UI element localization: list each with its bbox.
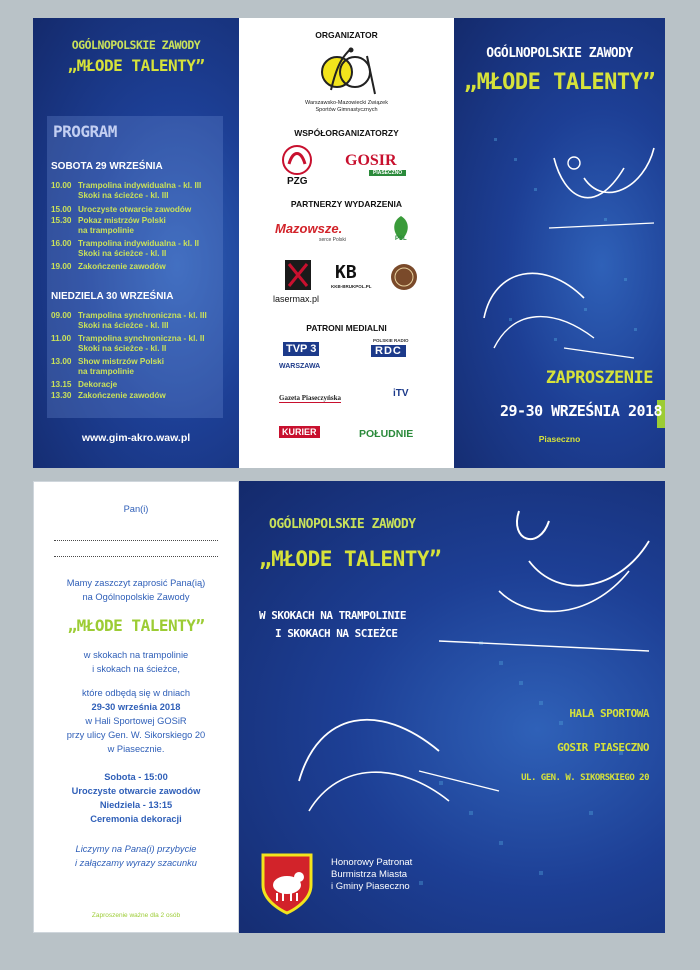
invite-date: 29-30 września 2018 <box>91 702 181 712</box>
card-subtitle-line2: I SKOKACH NA SCIEŻCE <box>275 627 398 640</box>
rdc-logo: RDC <box>371 345 406 357</box>
coorganizers-heading: WSPÓŁORGANIZATORZY <box>294 128 399 138</box>
venue-line2: GOSIR PIASECZNO <box>557 741 649 754</box>
lasermax-label: lasermax.pl <box>273 294 320 304</box>
card-title-line2: „MŁODE TALENTY” <box>259 547 442 571</box>
invite-line: które odbędą się w dniach <box>81 688 191 698</box>
event-title-line1: OGÓLNOPOLSKIE ZAWODY <box>71 38 201 52</box>
wmzsg-logo <box>317 46 379 100</box>
cover-title-line1: OGÓLNOPOLSKIE ZAWODY <box>486 46 633 61</box>
card-subtitle-line1: W SKOKACH NA TRAMPOLINIE <box>259 609 406 622</box>
schedule-line: Niedziela - 13:15 <box>99 800 173 810</box>
poludnie-logo: POŁUDNIE <box>359 428 414 440</box>
gosir-logo: GOSIR <box>345 152 397 169</box>
program-heading: PROGRAM <box>53 122 117 141</box>
salutation: Pan(i) <box>123 504 149 514</box>
list-item: 13.30 Zakończenie zawodów <box>51 391 166 400</box>
name-line[interactable] <box>54 540 218 541</box>
list-item: 09.00 Trampolina synchroniczna - kl. III Skoki na ścieżce - kl. III <box>51 311 207 330</box>
event-city: Piaseczno <box>538 434 581 444</box>
schedule-line: Sobota - 15:00 <box>104 772 168 782</box>
gosir-sub: PIASECZNO <box>369 170 406 176</box>
piaseczno-coat-of-arms-icon <box>259 851 315 915</box>
website-link[interactable]: www.gim-akro.waw.pl <box>81 432 191 444</box>
invitation-cover-panel <box>239 481 665 933</box>
round-badge-logo <box>389 262 419 292</box>
mazowsze-logo: Mazowsze. <box>275 221 343 236</box>
partners-heading: PARTNERZY WYDARZENIA <box>290 199 403 209</box>
pzg-label: PZG <box>287 176 308 187</box>
invitation-card <box>33 481 665 933</box>
cover-title-line2: „MŁODE TALENTY” <box>463 70 656 95</box>
program-panel <box>33 18 239 468</box>
list-item: 11.00 Trampolina synchroniczna - kl. II Skoki na ścieżce - kl. II <box>51 334 205 353</box>
name-line[interactable] <box>54 556 218 557</box>
tvp3-logo: TVP 3 <box>283 342 319 356</box>
invite-line: przy ulicy Gen. W. Sikorskiego 20 <box>66 730 206 740</box>
invite-line: i skokach na ścieżce, <box>92 664 180 674</box>
event-name: „MŁODE TALENTY” <box>67 616 205 635</box>
closing-line: Liczymy na Pana(i) przybycie <box>75 844 197 854</box>
honorary-patronage: Honorowy Patronat Burmistrza Miasta i Gminy Piaseczno <box>331 857 413 892</box>
invite-line: w Piasecznie. <box>107 744 165 754</box>
event-title-line2: „MŁODE TALENTY” <box>67 56 205 75</box>
list-item: 15.30 Pokaz mistrzów Polski na trampolinie <box>51 216 166 235</box>
list-item: 16.00 Trampolina indywidualna - kl. II Skoki na ścieżce - kl. II <box>51 239 200 258</box>
event-date: 29-30 WRZEŚNIA 2018 <box>500 402 663 420</box>
venue-address: UL. GEN. W. SIKORSKIEGO 20 <box>521 773 649 783</box>
cover-panel <box>454 18 665 468</box>
list-item: 19.00 Zakończenie zawodów <box>51 262 166 271</box>
venue-line1: HALA SPORTOWA <box>569 707 649 720</box>
lasermax-logo <box>283 258 313 292</box>
invite-line: w Hali Sportowej GOSiR <box>85 716 187 726</box>
media-patrons-heading: PATRONI MEDIALNI <box>306 323 387 333</box>
schedule-line: Uroczyste otwarcie zawodów <box>71 786 201 796</box>
kurier-logo: KURIER <box>279 426 320 438</box>
list-item: 15.00 Uroczyste otwarcie zawodów <box>51 205 192 214</box>
schedule-line: Ceremonia dekoracji <box>90 814 182 824</box>
list-item: 10.00 Trampolina indywidualna - kl. III Skoki na ścieżce - kl. III <box>51 181 202 200</box>
invite-line: Mamy zaszczyt zaprosić Pana(ią) <box>66 578 206 588</box>
sponsors-panel <box>239 18 454 468</box>
psl-label: PSL <box>395 236 407 242</box>
kkb-sub: KKB-BRUKPOL.PL <box>331 284 372 289</box>
closing-line: i załączamy wyrazy szacunku <box>75 858 197 868</box>
invitation-text-panel <box>33 481 239 933</box>
invite-line: w skokach na trampolinie <box>83 650 189 660</box>
rdc-top: POLSKIE RADIO <box>373 338 409 343</box>
list-item: 13.15 Dekoracje <box>51 380 118 389</box>
card-title-line1: OGÓLNOPOLSKIE ZAWODY <box>269 517 416 532</box>
invitation-label: ZAPROSZENIE <box>545 368 653 388</box>
organizer-heading: ORGANIZATOR <box>315 30 378 40</box>
validity-note: Zaproszenie ważne dla 2 osób <box>91 912 181 919</box>
mazowsze-sub: serce Polski <box>319 237 346 243</box>
list-item: 13.00 Show mistrzów Polski na trampolinie <box>51 357 164 376</box>
gazeta-logo: Gazeta Piaseczyńska <box>279 394 342 402</box>
invite-line: na Ogólnopolskie Zawody <box>82 592 190 602</box>
day2-heading: NIEDZIELA 30 WRZEŚNIA <box>51 291 174 302</box>
day1-heading: SOBOTA 29 WRZEŚNIA <box>51 161 163 172</box>
itv-logo: iTV <box>393 388 409 399</box>
program-leaflet <box>33 18 665 468</box>
tvp3-sub: WARSZAWA <box>279 363 321 370</box>
organizer-caption: Warszawsko-Mazowiecki Związek Sportów Gimnastycznych <box>305 100 388 113</box>
kkb-logo: KB <box>335 262 357 283</box>
